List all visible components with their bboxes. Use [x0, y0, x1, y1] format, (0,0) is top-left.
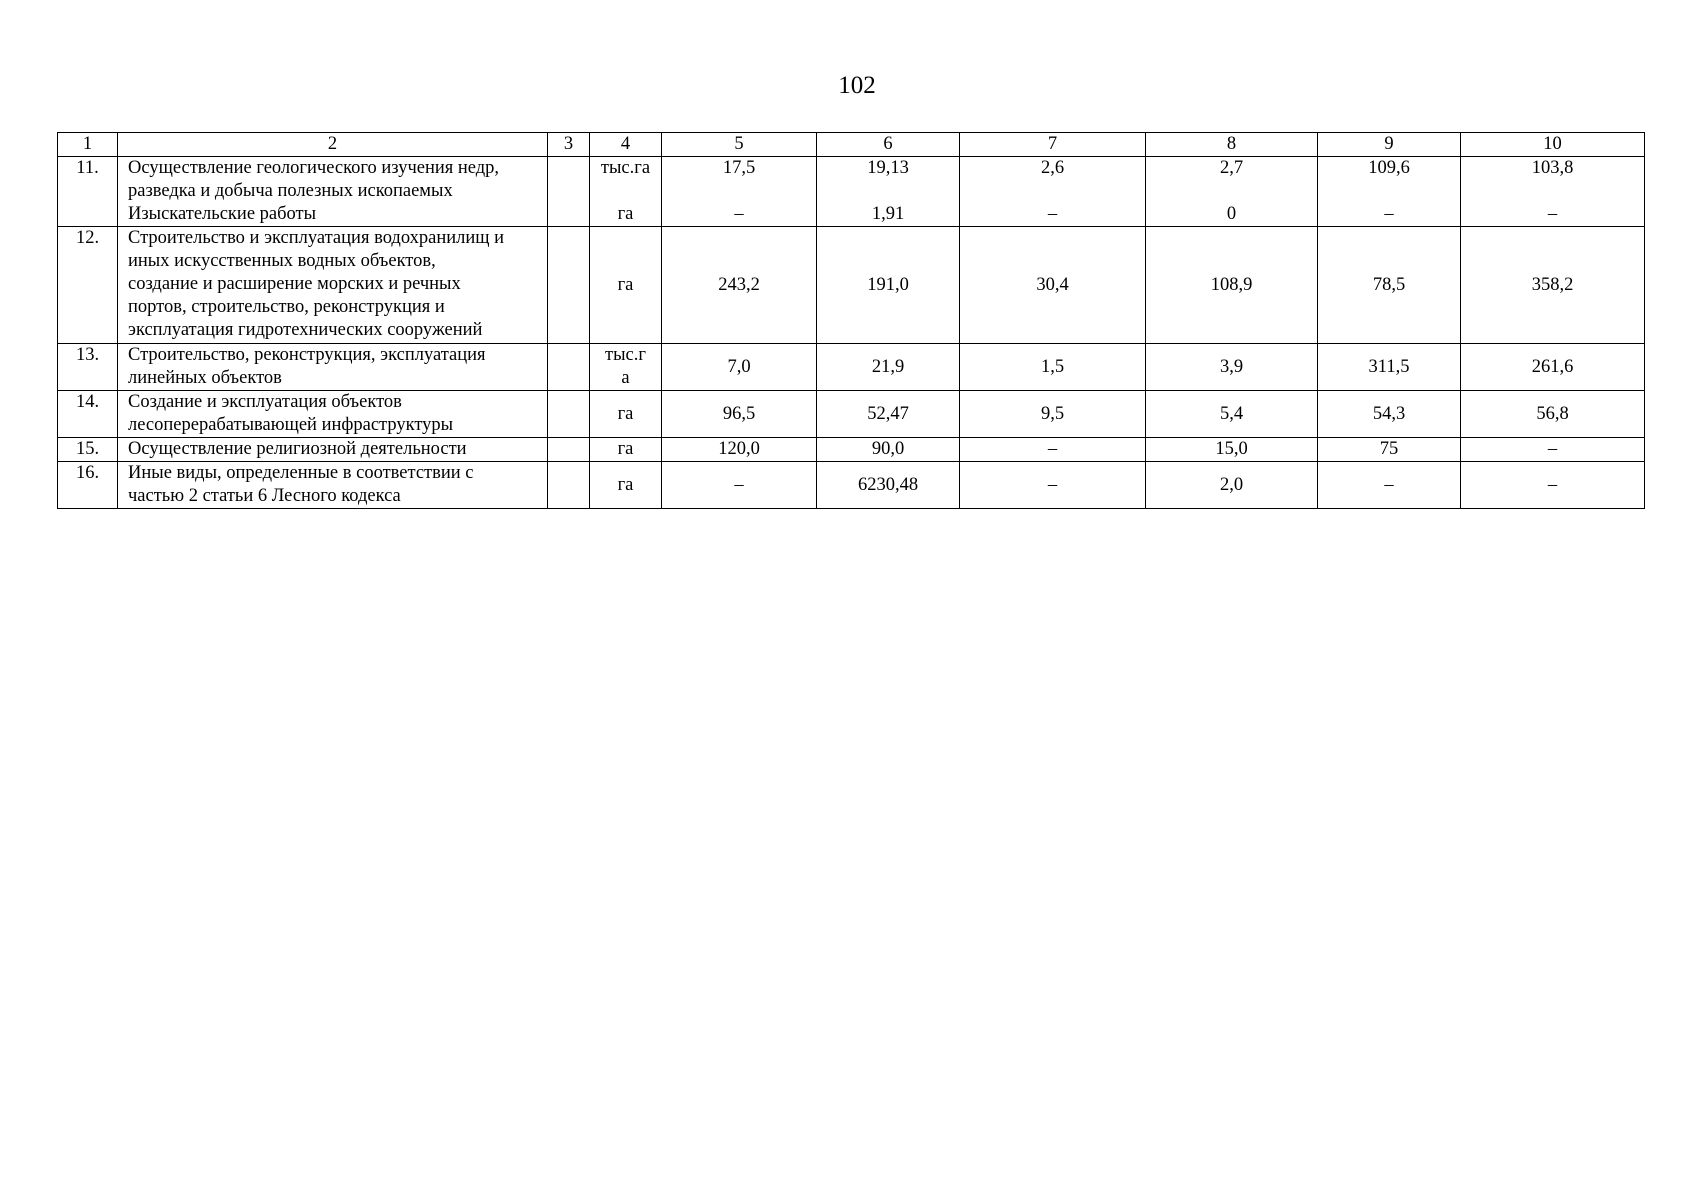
name-line: Осуществление геологического изучения недр, [128, 158, 500, 178]
value: 1,91 [871, 204, 905, 224]
value-cell: 78,5 [1318, 227, 1461, 344]
header-cell: 5 [662, 133, 817, 157]
unit-cell: га [590, 462, 662, 509]
name-line: Осуществление религиозной деятельности [128, 439, 467, 459]
row-name [118, 391, 548, 438]
col3-cell [548, 227, 590, 344]
header-cell: 1 [58, 133, 118, 157]
value-cell [1318, 157, 1461, 227]
col3-cell [548, 157, 590, 227]
name-line: Строительство и эксплуатация водохранилищ и [128, 228, 505, 248]
value-cell: 52,47 [817, 391, 960, 438]
value: – [1047, 204, 1058, 224]
value-cell [817, 157, 960, 227]
value: – [1384, 204, 1394, 224]
row-number: 16. [58, 462, 118, 509]
row-number: 12. [58, 227, 118, 344]
name-line: Изыскательские работы [128, 204, 317, 224]
value-cell: – [960, 462, 1146, 509]
name-line: разведка и добыча полезных ископаемых [128, 181, 453, 201]
table-row [58, 157, 1645, 227]
value-cell [960, 157, 1146, 227]
value-cell: 311,5 [1318, 344, 1461, 391]
row-name [118, 462, 548, 509]
value-cell: – [662, 462, 817, 509]
name-line: частью 2 статьи 6 Лесного кодекса [128, 486, 401, 506]
value: 19,13 [867, 158, 909, 178]
value-cell: 6230,48 [817, 462, 960, 509]
unit-cell: га [590, 438, 662, 462]
col3-cell [548, 462, 590, 509]
header-cell: 8 [1146, 133, 1318, 157]
value: 17,5 [722, 158, 756, 178]
value-cell: 3,9 [1146, 344, 1318, 391]
unit-value: а [621, 368, 630, 388]
value-cell: – [1461, 438, 1645, 462]
value-cell: 75 [1318, 438, 1461, 462]
value: – [734, 204, 744, 224]
name-line: создание и расширение морских и речных [128, 274, 461, 294]
value-cell: 90,0 [817, 438, 960, 462]
name-line: Иные виды, определенные в соответствии с [128, 463, 474, 483]
value: 103,8 [1531, 158, 1574, 178]
value-cell: 120,0 [662, 438, 817, 462]
value-cell: 2,0 [1146, 462, 1318, 509]
value-cell: 15,0 [1146, 438, 1318, 462]
value-cell: 108,9 [1146, 227, 1318, 344]
name-line: лесоперерабатывающей инфраструктуры [128, 415, 454, 435]
header-cell: 4 [590, 133, 662, 157]
value-cell [1146, 157, 1318, 227]
value-cell: 21,9 [817, 344, 960, 391]
value-cell [662, 157, 817, 227]
header-cell: 10 [1461, 133, 1645, 157]
value-cell: 1,5 [960, 344, 1146, 391]
header-cell: 2 [118, 133, 548, 157]
value-cell [1461, 157, 1645, 227]
value-cell: – [1461, 462, 1645, 509]
unit-cell [590, 344, 662, 391]
row-number: 11. [58, 157, 118, 227]
value: 0 [1226, 204, 1237, 224]
name-line: Создание и эксплуатация объектов [128, 392, 402, 412]
col3-cell [548, 344, 590, 391]
value-cell: – [1318, 462, 1461, 509]
row-number: 13. [58, 344, 118, 391]
row-number: 15. [58, 438, 118, 462]
header-cell: 9 [1318, 133, 1461, 157]
value-cell: 56,8 [1461, 391, 1645, 438]
name-line: эксплуатация гидротехнических сооружений [128, 320, 483, 340]
value: 2,6 [1040, 158, 1065, 178]
unit-value: тыс.г [605, 345, 646, 365]
row-name [118, 227, 548, 344]
unit-cell [590, 157, 662, 227]
name-line: портов, строительство, реконструкция и [128, 297, 445, 317]
col3-cell [548, 438, 590, 462]
unit-cell: га [590, 391, 662, 438]
value-cell: 243,2 [662, 227, 817, 344]
header-cell: 3 [548, 133, 590, 157]
value-cell: – [960, 438, 1146, 462]
name-line: линейных объектов [128, 368, 282, 388]
col3-cell [548, 391, 590, 438]
data-table [57, 132, 1645, 509]
value-cell: 358,2 [1461, 227, 1645, 344]
value-cell: 261,6 [1461, 344, 1645, 391]
table-row [58, 438, 1645, 462]
value: 109,6 [1368, 158, 1410, 178]
row-name [118, 344, 548, 391]
value: 2,7 [1219, 158, 1244, 178]
row-name [118, 157, 548, 227]
unit-cell: га [590, 227, 662, 344]
value-cell: 191,0 [817, 227, 960, 344]
name-line: иных искусственных водных объектов, [128, 251, 436, 271]
value-cell: 7,0 [662, 344, 817, 391]
value: – [1547, 204, 1558, 224]
unit-value: тыс.га [600, 158, 651, 178]
value-cell: 30,4 [960, 227, 1146, 344]
table-row [58, 462, 1645, 509]
value-cell: 54,3 [1318, 391, 1461, 438]
unit-value: га [617, 204, 634, 224]
value-cell: 5,4 [1146, 391, 1318, 438]
header-cell: 7 [960, 133, 1146, 157]
table-row [58, 344, 1645, 391]
value-cell: 96,5 [662, 391, 817, 438]
header-cell: 6 [817, 133, 960, 157]
table-row [58, 227, 1645, 344]
table-row [58, 391, 1645, 438]
name-line: Строительство, реконструкция, эксплуатация [128, 345, 486, 365]
header-row [58, 133, 1645, 157]
row-number: 14. [58, 391, 118, 438]
value-cell: 9,5 [960, 391, 1146, 438]
row-name [118, 438, 548, 462]
page-number: 102 [838, 72, 876, 99]
